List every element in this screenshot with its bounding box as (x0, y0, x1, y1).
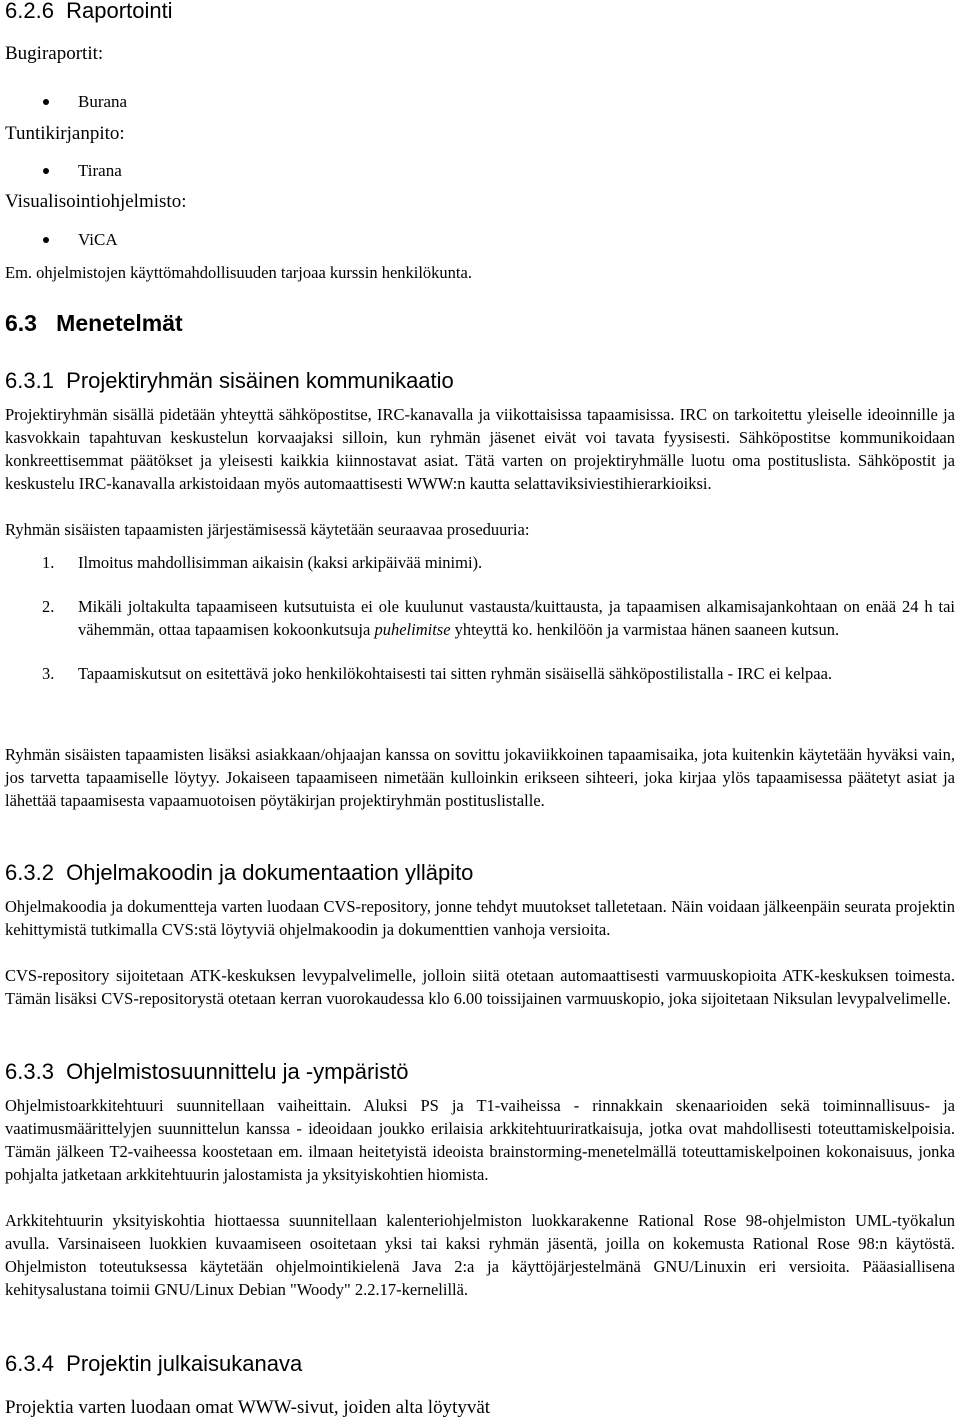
item-number: 3. (42, 664, 55, 683)
list-item: 1. Ilmoitus mahdollisimman aikaisin (kaksi arkipäivää minimi). (42, 553, 483, 572)
section-number: 6.3 (5, 310, 37, 336)
item-number: 2. (42, 597, 55, 616)
section-title: Projektiryhmän sisäinen kommunikaatio (66, 368, 454, 393)
visu-label: Visualisointiohjelmisto: (5, 191, 187, 212)
paragraph: Ohjelmakoodia ja dokumentteja varten luodaan CVS-repository, jonne tehdyt muutokset talletetaan. Näin voidaan jälkeenpäin seurata projektin kehittymistä tutkimalla CVS:stä löytyviä ohjelmakoodin ja dokumenttien vanhoja versioita. (5, 897, 955, 939)
section-heading-6-3-4 (5, 1351, 302, 1377)
section-title: Ohjelmistosuunnittelu ja -ympäristö (66, 1059, 409, 1084)
section-heading-6-3-3 (5, 1059, 409, 1085)
section-number: 6.3.4 (5, 1351, 54, 1376)
list-item: 3. Tapaamiskutsut on esitettävä joko henkilökohtaisesti tai sitten ryhmän sisäisellä sähköpostilistalla - IRC ei kelpaa. (42, 664, 833, 683)
paragraph: Ohjelmistoarkkitehtuuri suunnitellaan vaiheittain. Aluksi PS ja T1-vaiheissa - rinnakkain skenaarioiden sekä toiminnallisuus- ja vaatimusmäärittelyjen suunnittelun kanssa - ideoidaan joukko erilaisia arkkitehtuuriratkaisuja, jotka ovat mahdollisesti toteuttamiskelpoisia. Tämän jälkeen T2-vaiheessa koostetaan em. ilmaan heitetyistä ideoista brainstorming-menetelmällä toteuttamiskelpoinen kokonaisuus, jonka pohjalta jatketaan arkkitehtuurin jalostamista ja yksityiskohtien hiomista. (5, 1096, 955, 1184)
paragraph: Projektiryhmän sisällä pidetään yhteyttä sähköpostitse, IRC-kanavalla ja viikottaisissa tapaamisissa. IRC on tarkoitettu yleiselle ideoinnille ja kasvokkain tapahtuvan keskustelun korvaajaksi silloin, kun ryhmän jäsenet eivät voi tavata fyysisesti. Sähköpostitse kommunikoidaan konkreettisemmat päätökset ja yleisesti kaikkia kiinnostavat asiat. Tätä varten on projektiryhmälle luotu oma postituslista. Sähköpostit ja keskustelu IRC-kanavalla arkistoidaan myös automaattisesti WWW:n kautta selattaviksiviestihierarkioiksi. (5, 405, 955, 493)
item-number: 1. (42, 553, 55, 572)
paragraph: Ryhmän sisäisten tapaamisten lisäksi asiakkaan/ohjaajan kanssa on sovittu jokaviikkoinen tapaamisaika, jota kuitenkin käytetään hyväksi vain, jos tarvetta tapaamiselle löytyy. Jokaiseen tapaamiseen nimetään kulloinkin erikseen sihteeri, joka kirjaa ylös tapaamisessa päätetyt asiat ja lähettää tapaamisesta vapaamuotoisen pöytäkirjan projektiryhmän postituslistalle. (5, 745, 955, 810)
bugi-label: Bugiraportit: (5, 43, 104, 64)
emphasis: puhelimitse (374, 620, 451, 639)
section-number: 6.3.3 (5, 1059, 54, 1084)
list-item: 2. Mikäli joltakulta tapaamiseen kutsutuista ei ole kuulunut vastausta/kuittausta, ja tapaamisen alkamisajankohtaan on enää 24 h tai vähemmän, ottaa tapaamisen kokoonkutsuja puhelimitse yhteyttä ko. henkilöön ja varmistaa hänen saaneen kutsun. (42, 597, 955, 639)
bullet-icon (43, 168, 49, 174)
list-item: Tirana (5, 159, 905, 182)
tools-note: Em. ohjelmistojen käyttömahdollisuuden tarjoaa kurssin henkilökunta. (5, 263, 472, 282)
bullet-icon (43, 99, 49, 105)
section-title: Raportointi (66, 0, 173, 23)
section-heading-6-2-6 (5, 0, 173, 24)
section-number: 6.3.2 (5, 860, 54, 885)
section-heading-6-3-2 (5, 860, 473, 886)
section-title: Ohjelmakoodin ja dokumentaation ylläpito (66, 860, 474, 885)
section-title: Projektin julkaisukanava (66, 1351, 303, 1376)
tunti-list (5, 159, 905, 182)
list-item: ViCA (5, 228, 905, 251)
paragraph: CVS-repository sijoitetaan ATK-keskuksen levypalvelimelle, jolloin siitä otetaan automaattisesti varmuuskopioita ATK-keskuksen toimesta. Tämän lisäksi CVS-repositorystä otetaan kerran vuorokaudessa klo 6.00 toissijainen varmuuskopio, joka sijoitetaan Niksulan levypalvelimelle. (5, 966, 955, 1008)
section-heading-6-3-1 (5, 368, 454, 394)
paragraph: Projektia varten luodaan omat WWW-sivut, joiden alta löytyvät (5, 1397, 491, 1418)
paragraph: Arkkitehtuurin yksityiskohtia hiottaessa suunnitellaan kalenteriohjelmiston luokkarakenne Rational Rose 98-ohjelmiston UML-työkalun avulla. Varsinaiseen luokkien kuvaamiseen osoitetaan yksi tai kaksi ryhmän jäsentä, joilla on kokemusta Rational Rose 98:n käytöstä. Ohjelmiston toteutuksessa käytetään ohjelmointikielenä Java 2:a ja käyttöjärjestelmänä GNU/Linuxin eri versioita. Pääasiallisena kehitysalustana toimii GNU/Linux Debian "Woody" 2.2.17-kernelillä. (5, 1211, 955, 1299)
section-number: 6.2.6 (5, 0, 54, 23)
procedure-list (5, 551, 955, 685)
section-title: Menetelmät (56, 310, 183, 336)
section-number: 6.3.1 (5, 368, 54, 393)
bugi-list (5, 90, 905, 113)
paragraph: Ryhmän sisäisten tapaamisten järjestämisessä käytetään seuraavaa proseduuria: (5, 520, 530, 539)
bullet-icon (43, 237, 49, 243)
section-heading-6-3 (5, 310, 183, 336)
list-item: Burana (5, 90, 905, 113)
tunti-label: Tuntikirjanpito: (5, 123, 125, 144)
visu-list (5, 228, 905, 251)
